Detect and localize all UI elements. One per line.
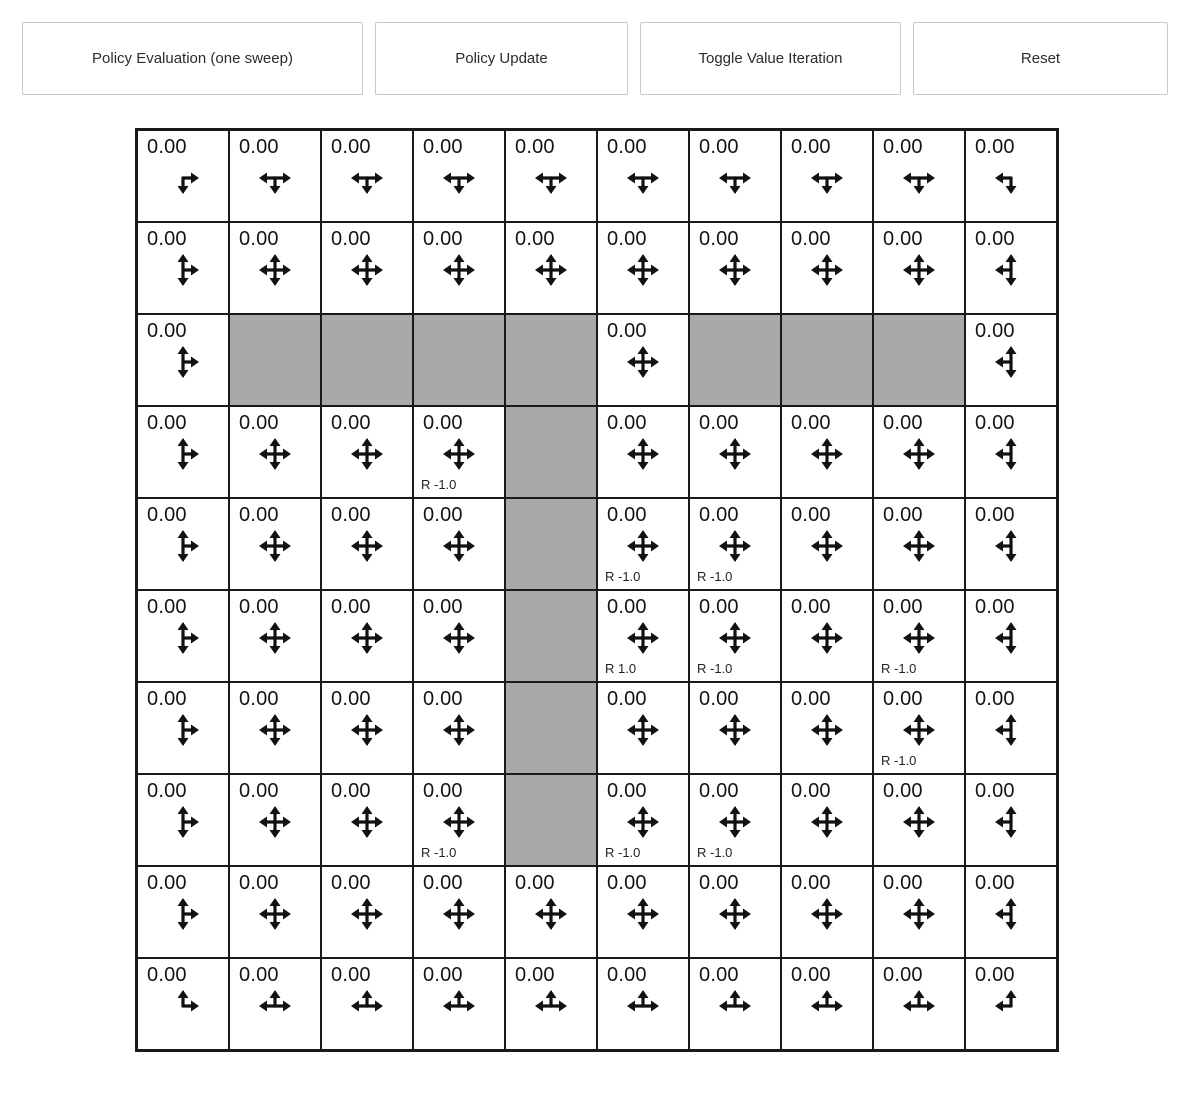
grid-cell[interactable]: [229, 958, 321, 1050]
cell-reward: R -1.0: [697, 845, 733, 860]
policy-arrows-icon: [994, 161, 1028, 195]
cell-value: 0.00: [147, 320, 187, 342]
grid-cell[interactable]: [137, 590, 229, 682]
grid-cell[interactable]: [689, 130, 781, 222]
grid-cell[interactable]: [597, 774, 689, 866]
grid-cell[interactable]: [137, 130, 229, 222]
grid-cell[interactable]: [229, 590, 321, 682]
cell-value: 0.00: [975, 412, 1015, 434]
cell-value: 0.00: [331, 412, 371, 434]
policy-arrows-icon: [534, 253, 568, 287]
cell-value: 0.00: [515, 964, 555, 986]
cell-value: 0.00: [147, 228, 187, 250]
cell-value: 0.00: [699, 136, 739, 158]
grid-cell[interactable]: [321, 958, 413, 1050]
cell-value: 0.00: [147, 872, 187, 894]
policy-arrows-icon: [258, 805, 292, 839]
grid-cell[interactable]: [597, 498, 689, 590]
policy-arrows-icon: [534, 897, 568, 931]
policy-arrows-icon: [626, 437, 660, 471]
cell-value: 0.00: [975, 504, 1015, 526]
grid-cell[interactable]: [965, 866, 1057, 958]
policy-arrows-icon: [166, 437, 200, 471]
policy-arrows-icon: [902, 805, 936, 839]
grid-cell[interactable]: [413, 130, 505, 222]
grid-cell[interactable]: [321, 130, 413, 222]
policy-arrows-icon: [442, 989, 476, 1023]
policy-arrows-icon: [442, 161, 476, 195]
policy-arrows-icon: [442, 529, 476, 563]
grid-cell[interactable]: [505, 866, 597, 958]
cell-value: 0.00: [883, 596, 923, 618]
grid-cell[interactable]: [781, 682, 873, 774]
cell-value: 0.00: [791, 964, 831, 986]
cell-value: 0.00: [791, 228, 831, 250]
grid-cell[interactable]: [781, 590, 873, 682]
grid-cell[interactable]: [873, 130, 965, 222]
policy-update-button[interactable]: Policy Update: [375, 22, 628, 95]
policy-arrows-icon: [350, 253, 384, 287]
policy-arrows-icon: [718, 161, 752, 195]
grid-cell[interactable]: [321, 866, 413, 958]
cell-value: 0.00: [883, 872, 923, 894]
cell-value: 0.00: [975, 688, 1015, 710]
policy-arrows-icon: [350, 437, 384, 471]
grid-cell[interactable]: [413, 774, 505, 866]
policy-arrows-icon: [442, 437, 476, 471]
policy-arrows-icon: [902, 437, 936, 471]
policy-arrows-icon: [534, 161, 568, 195]
policy-arrows-icon: [350, 621, 384, 655]
grid-cell[interactable]: [137, 866, 229, 958]
grid-cell[interactable]: [965, 314, 1057, 406]
reset-button[interactable]: Reset: [913, 22, 1168, 95]
policy-arrows-icon: [902, 897, 936, 931]
grid-cell[interactable]: [597, 590, 689, 682]
grid-wall-cell: [781, 314, 873, 406]
policy-arrows-icon: [994, 253, 1028, 287]
grid-cell[interactable]: [873, 222, 965, 314]
grid-cell[interactable]: [965, 406, 1057, 498]
cell-value: 0.00: [147, 504, 187, 526]
policy-arrows-icon: [350, 897, 384, 931]
policy-arrows-icon: [810, 621, 844, 655]
cell-value: 0.00: [791, 872, 831, 894]
cell-value: 0.00: [699, 504, 739, 526]
grid-wall-cell: [505, 682, 597, 774]
cell-value: 0.00: [975, 320, 1015, 342]
policy-arrows-icon: [350, 805, 384, 839]
policy-arrows-icon: [994, 529, 1028, 563]
grid-cell[interactable]: [229, 222, 321, 314]
policy-arrows-icon: [994, 345, 1028, 379]
grid-wall-cell: [505, 314, 597, 406]
policy-arrows-icon: [258, 253, 292, 287]
cell-reward: R -1.0: [605, 845, 641, 860]
cell-reward: R -1.0: [881, 661, 917, 676]
grid-wall-cell: [689, 314, 781, 406]
grid-cell[interactable]: [873, 866, 965, 958]
cell-value: 0.00: [147, 412, 187, 434]
grid-cell[interactable]: [781, 222, 873, 314]
grid-cell[interactable]: [689, 590, 781, 682]
cell-value: 0.00: [975, 872, 1015, 894]
policy-evaluation-button[interactable]: Policy Evaluation (one sweep): [22, 22, 363, 95]
policy-arrows-icon: [626, 713, 660, 747]
policy-arrows-icon: [902, 621, 936, 655]
cell-value: 0.00: [883, 136, 923, 158]
grid-cell[interactable]: [137, 774, 229, 866]
policy-arrows-icon: [626, 989, 660, 1023]
grid-cell[interactable]: [137, 498, 229, 590]
policy-arrows-icon: [994, 989, 1028, 1023]
policy-arrows-icon: [718, 437, 752, 471]
policy-arrows-icon: [810, 805, 844, 839]
policy-arrows-icon: [442, 805, 476, 839]
grid-cell[interactable]: [597, 130, 689, 222]
grid-cell[interactable]: [321, 590, 413, 682]
policy-arrows-icon: [626, 253, 660, 287]
toggle-value-iteration-button[interactable]: Toggle Value Iteration: [640, 22, 901, 95]
policy-arrows-icon: [166, 345, 200, 379]
cell-value: 0.00: [331, 964, 371, 986]
cell-value: 0.00: [975, 964, 1015, 986]
grid-cell[interactable]: [689, 774, 781, 866]
policy-arrows-icon: [258, 897, 292, 931]
cell-value: 0.00: [331, 688, 371, 710]
cell-reward: R -1.0: [881, 753, 917, 768]
policy-arrows-icon: [626, 345, 660, 379]
grid-cell[interactable]: [137, 406, 229, 498]
policy-arrows-icon: [718, 253, 752, 287]
policy-arrows-icon: [718, 897, 752, 931]
policy-arrows-icon: [994, 437, 1028, 471]
cell-value: 0.00: [147, 780, 187, 802]
grid-cell[interactable]: [597, 406, 689, 498]
cell-reward: R 1.0: [605, 661, 637, 676]
grid-cell[interactable]: [689, 498, 781, 590]
policy-arrows-icon: [626, 805, 660, 839]
grid-cell[interactable]: [597, 682, 689, 774]
cell-value: 0.00: [147, 964, 187, 986]
policy-arrows-icon: [442, 253, 476, 287]
cell-value: 0.00: [883, 688, 923, 710]
cell-reward: R -1.0: [605, 569, 641, 584]
grid-cell[interactable]: [965, 498, 1057, 590]
cell-value: 0.00: [791, 688, 831, 710]
cell-value: 0.00: [699, 228, 739, 250]
cell-value: 0.00: [331, 872, 371, 894]
policy-arrows-icon: [994, 621, 1028, 655]
cell-value: 0.00: [331, 780, 371, 802]
grid-cell[interactable]: [965, 222, 1057, 314]
policy-arrows-icon: [442, 897, 476, 931]
grid-cell[interactable]: [413, 498, 505, 590]
cell-value: 0.00: [423, 596, 463, 618]
grid-cell[interactable]: [137, 682, 229, 774]
grid-cell[interactable]: [965, 682, 1057, 774]
policy-arrows-icon: [166, 253, 200, 287]
grid-cell[interactable]: [321, 222, 413, 314]
cell-value: 0.00: [975, 596, 1015, 618]
policy-arrows-icon: [166, 897, 200, 931]
policy-arrows-icon: [902, 529, 936, 563]
cell-value: 0.00: [699, 780, 739, 802]
grid-cell[interactable]: [229, 866, 321, 958]
grid-cell[interactable]: [689, 406, 781, 498]
grid-cell[interactable]: [229, 682, 321, 774]
cell-value: 0.00: [607, 412, 647, 434]
policy-arrows-icon: [258, 161, 292, 195]
policy-arrows-icon: [994, 805, 1028, 839]
cell-value: 0.00: [239, 412, 279, 434]
grid-cell[interactable]: [597, 866, 689, 958]
cell-value: 0.00: [607, 504, 647, 526]
cell-value: 0.00: [607, 780, 647, 802]
cell-value: 0.00: [883, 780, 923, 802]
policy-arrows-icon: [810, 529, 844, 563]
policy-arrows-icon: [810, 161, 844, 195]
policy-arrows-icon: [166, 713, 200, 747]
policy-arrows-icon: [534, 989, 568, 1023]
policy-arrows-icon: [166, 161, 200, 195]
grid-cell[interactable]: [597, 958, 689, 1050]
grid-cell[interactable]: [137, 958, 229, 1050]
policy-arrows-icon: [258, 713, 292, 747]
cell-value: 0.00: [423, 228, 463, 250]
cell-value: 0.00: [607, 688, 647, 710]
grid-cell[interactable]: [505, 222, 597, 314]
policy-arrows-icon: [994, 713, 1028, 747]
cell-value: 0.00: [699, 688, 739, 710]
grid-cell[interactable]: [413, 682, 505, 774]
gridworld-grid: [135, 128, 1059, 1052]
policy-arrows-icon: [350, 989, 384, 1023]
grid-cell[interactable]: [505, 958, 597, 1050]
grid-cell[interactable]: [137, 222, 229, 314]
policy-arrows-icon: [810, 713, 844, 747]
policy-arrows-icon: [718, 713, 752, 747]
cell-reward: R -1.0: [697, 569, 733, 584]
cell-value: 0.00: [883, 228, 923, 250]
cell-value: 0.00: [699, 412, 739, 434]
grid-cell[interactable]: [781, 958, 873, 1050]
policy-arrows-icon: [902, 161, 936, 195]
gridworld-container: [135, 128, 1202, 1052]
policy-arrows-icon: [718, 529, 752, 563]
cell-value: 0.00: [699, 964, 739, 986]
grid-cell[interactable]: [321, 498, 413, 590]
cell-value: 0.00: [239, 964, 279, 986]
grid-cell[interactable]: [597, 222, 689, 314]
policy-arrows-icon: [166, 529, 200, 563]
grid-cell[interactable]: [689, 866, 781, 958]
policy-arrows-icon: [626, 897, 660, 931]
policy-arrows-icon: [902, 713, 936, 747]
grid-cell[interactable]: [781, 498, 873, 590]
cell-value: 0.00: [607, 228, 647, 250]
policy-arrows-icon: [718, 621, 752, 655]
grid-cell[interactable]: [137, 314, 229, 406]
policy-arrows-icon: [994, 897, 1028, 931]
grid-cell[interactable]: [873, 498, 965, 590]
cell-value: 0.00: [515, 136, 555, 158]
policy-arrows-icon: [810, 989, 844, 1023]
grid-cell[interactable]: [413, 406, 505, 498]
grid-cell[interactable]: [873, 774, 965, 866]
policy-arrows-icon: [258, 989, 292, 1023]
grid-wall-cell: [873, 314, 965, 406]
policy-arrows-icon: [626, 529, 660, 563]
cell-value: 0.00: [331, 136, 371, 158]
grid-cell[interactable]: [413, 866, 505, 958]
cell-reward: R -1.0: [697, 661, 733, 676]
policy-arrows-icon: [258, 621, 292, 655]
cell-value: 0.00: [147, 688, 187, 710]
grid-cell[interactable]: [321, 682, 413, 774]
grid-cell[interactable]: [229, 406, 321, 498]
policy-arrows-icon: [350, 713, 384, 747]
cell-value: 0.00: [791, 412, 831, 434]
cell-value: 0.00: [975, 136, 1015, 158]
cell-value: 0.00: [975, 780, 1015, 802]
grid-cell[interactable]: [965, 774, 1057, 866]
grid-cell[interactable]: [229, 774, 321, 866]
grid-cell[interactable]: [781, 406, 873, 498]
cell-value: 0.00: [791, 780, 831, 802]
cell-value: 0.00: [423, 872, 463, 894]
grid-cell[interactable]: [229, 130, 321, 222]
cell-value: 0.00: [607, 320, 647, 342]
cell-value: 0.00: [423, 136, 463, 158]
grid-wall-cell: [505, 498, 597, 590]
grid-wall-cell: [413, 314, 505, 406]
grid-cell[interactable]: [229, 498, 321, 590]
toolbar: [22, 22, 1168, 95]
grid-cell[interactable]: [873, 406, 965, 498]
grid-cell[interactable]: [321, 774, 413, 866]
cell-value: 0.00: [147, 596, 187, 618]
cell-reward: R -1.0: [421, 845, 457, 860]
cell-value: 0.00: [699, 596, 739, 618]
grid-cell[interactable]: [965, 958, 1057, 1050]
policy-arrows-icon: [810, 897, 844, 931]
cell-value: 0.00: [607, 136, 647, 158]
grid-cell[interactable]: [689, 682, 781, 774]
grid-cell[interactable]: [413, 958, 505, 1050]
cell-value: 0.00: [239, 596, 279, 618]
cell-value: 0.00: [515, 228, 555, 250]
grid-cell[interactable]: [873, 590, 965, 682]
policy-arrows-icon: [442, 621, 476, 655]
policy-arrows-icon: [258, 437, 292, 471]
policy-arrows-icon: [166, 989, 200, 1023]
grid-wall-cell: [505, 406, 597, 498]
policy-arrows-icon: [902, 989, 936, 1023]
grid-cell[interactable]: [321, 406, 413, 498]
grid-cell[interactable]: [689, 958, 781, 1050]
cell-value: 0.00: [331, 228, 371, 250]
grid-cell[interactable]: [965, 590, 1057, 682]
grid-wall-cell: [505, 590, 597, 682]
cell-value: 0.00: [791, 596, 831, 618]
policy-arrows-icon: [902, 253, 936, 287]
cell-value: 0.00: [423, 780, 463, 802]
policy-arrows-icon: [350, 161, 384, 195]
grid-cell[interactable]: [781, 866, 873, 958]
policy-arrows-icon: [810, 437, 844, 471]
cell-value: 0.00: [147, 136, 187, 158]
grid-wall-cell: [229, 314, 321, 406]
grid-cell[interactable]: [597, 314, 689, 406]
cell-value: 0.00: [331, 596, 371, 618]
grid-cell[interactable]: [781, 774, 873, 866]
cell-value: 0.00: [791, 504, 831, 526]
policy-arrows-icon: [442, 713, 476, 747]
grid-wall-cell: [505, 774, 597, 866]
cell-value: 0.00: [883, 964, 923, 986]
cell-value: 0.00: [239, 504, 279, 526]
policy-arrows-icon: [718, 989, 752, 1023]
policy-arrows-icon: [166, 805, 200, 839]
policy-arrows-icon: [350, 529, 384, 563]
cell-value: 0.00: [607, 964, 647, 986]
grid-cell[interactable]: [413, 222, 505, 314]
grid-cell[interactable]: [965, 130, 1057, 222]
cell-value: 0.00: [423, 504, 463, 526]
grid-cell[interactable]: [413, 590, 505, 682]
grid-cell[interactable]: [689, 222, 781, 314]
grid-cell[interactable]: [873, 682, 965, 774]
cell-reward: R -1.0: [421, 477, 457, 492]
cell-value: 0.00: [883, 504, 923, 526]
cell-value: 0.00: [239, 136, 279, 158]
grid-cell[interactable]: [873, 958, 965, 1050]
cell-value: 0.00: [423, 412, 463, 434]
grid-wall-cell: [321, 314, 413, 406]
cell-value: 0.00: [699, 872, 739, 894]
cell-value: 0.00: [607, 872, 647, 894]
cell-value: 0.00: [975, 228, 1015, 250]
policy-arrows-icon: [166, 621, 200, 655]
policy-arrows-icon: [718, 805, 752, 839]
cell-value: 0.00: [239, 228, 279, 250]
grid-cell[interactable]: [505, 130, 597, 222]
cell-value: 0.00: [607, 596, 647, 618]
cell-value: 0.00: [423, 688, 463, 710]
policy-arrows-icon: [258, 529, 292, 563]
cell-value: 0.00: [331, 504, 371, 526]
cell-value: 0.00: [791, 136, 831, 158]
policy-arrows-icon: [810, 253, 844, 287]
cell-value: 0.00: [883, 412, 923, 434]
policy-arrows-icon: [626, 161, 660, 195]
cell-value: 0.00: [239, 872, 279, 894]
cell-value: 0.00: [239, 780, 279, 802]
policy-arrows-icon: [626, 621, 660, 655]
cell-value: 0.00: [515, 872, 555, 894]
cell-value: 0.00: [239, 688, 279, 710]
grid-cell[interactable]: [781, 130, 873, 222]
cell-value: 0.00: [423, 964, 463, 986]
